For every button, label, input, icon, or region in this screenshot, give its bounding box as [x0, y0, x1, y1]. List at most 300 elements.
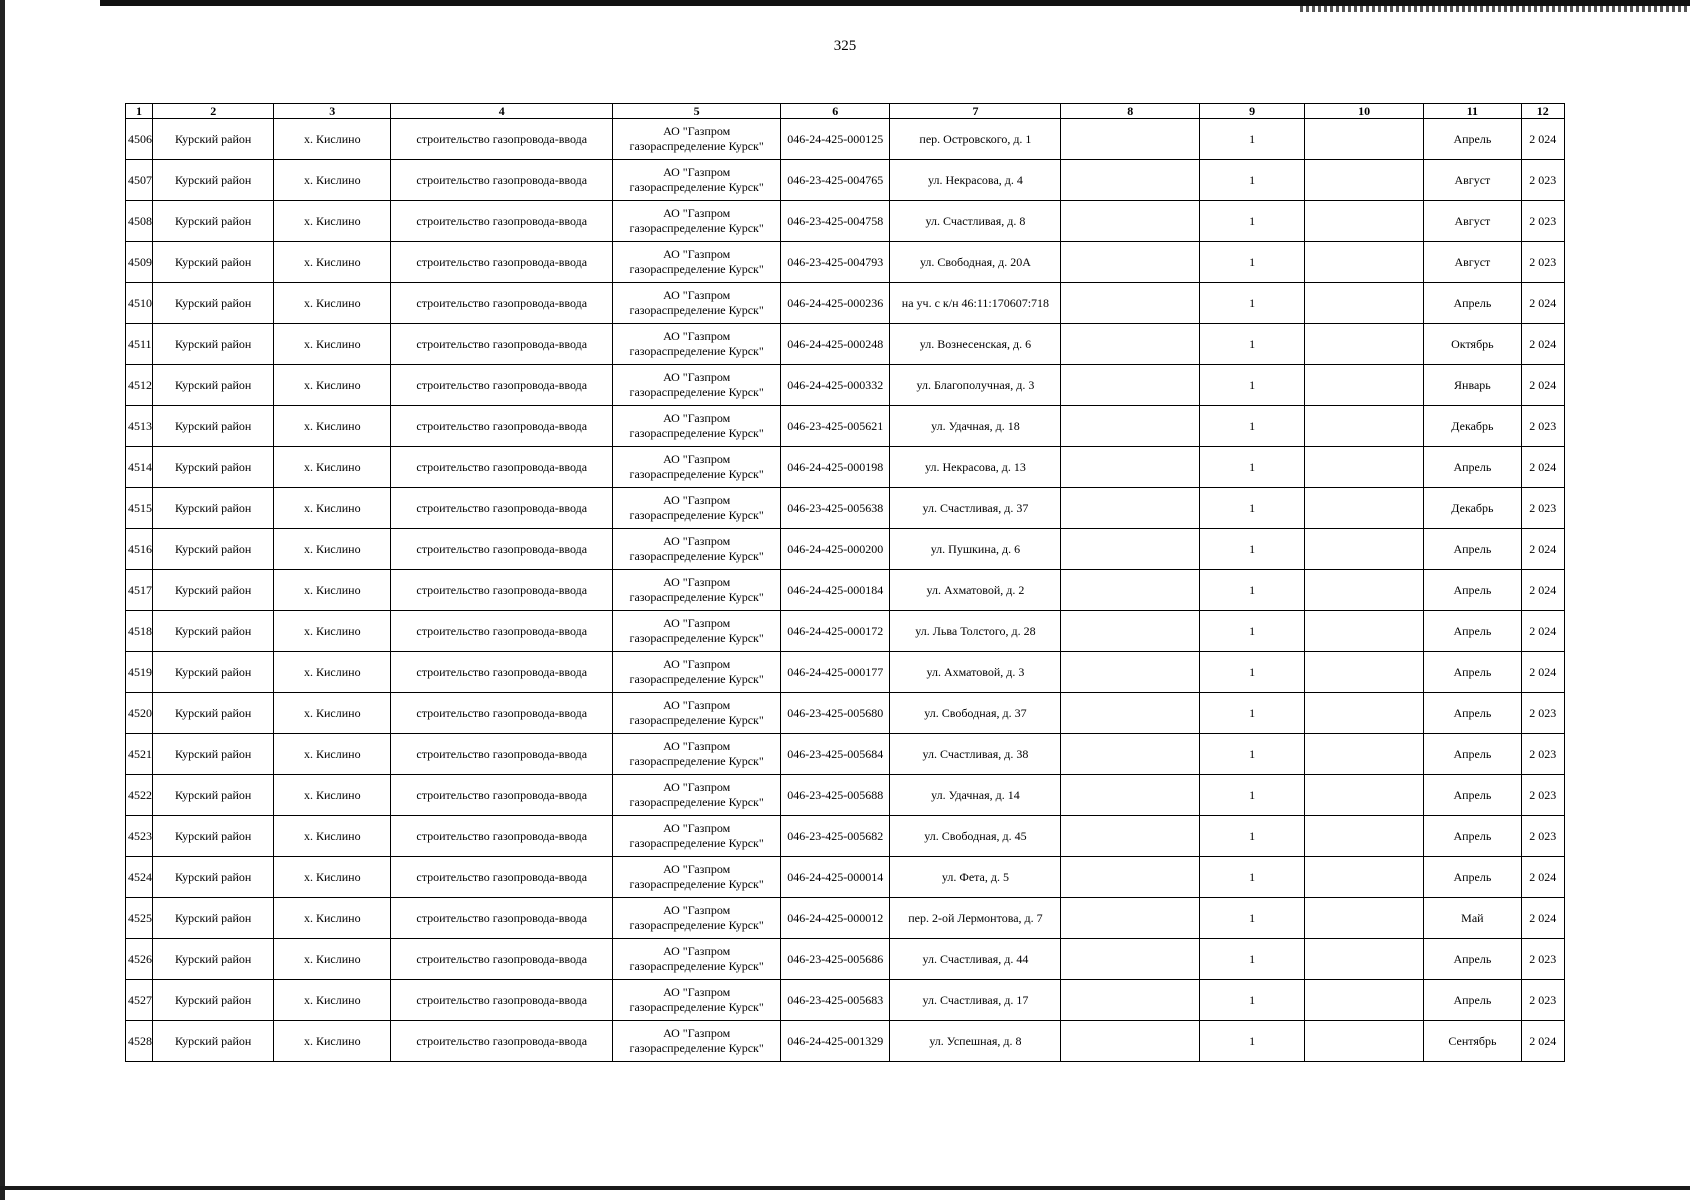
organization-cell: [613, 365, 781, 406]
code-cell: 046-23-425-004758: [781, 201, 890, 242]
address-cell: ул. Счастливая, д. 38: [890, 734, 1061, 775]
month-cell: Сентябрь: [1424, 1021, 1521, 1062]
column-8-cell: [1061, 1021, 1200, 1062]
organization-line-1: АО "Газпром: [663, 165, 731, 179]
organization-line-1: АО "Газпром: [663, 1026, 731, 1040]
organization-cell: [613, 529, 781, 570]
organization-line-2: газораспределение Курск": [629, 672, 764, 686]
month-cell: Апрель: [1424, 570, 1521, 611]
organization-line-1: АО "Газпром: [663, 493, 731, 507]
column-8-cell: [1061, 488, 1200, 529]
organization-cell: [613, 857, 781, 898]
code-cell: 046-24-425-000236: [781, 283, 890, 324]
row-number: 4506: [126, 119, 153, 160]
code-cell: 046-24-425-000014: [781, 857, 890, 898]
organization-line-2: газораспределение Курск": [629, 836, 764, 850]
quantity-cell: 1: [1200, 119, 1305, 160]
year-cell: 2 024: [1521, 119, 1564, 160]
year-cell: 2 023: [1521, 980, 1564, 1021]
column-10-cell: [1305, 119, 1424, 160]
column-8-cell: [1061, 898, 1200, 939]
column-8-cell: [1061, 529, 1200, 570]
column-8-cell: [1061, 734, 1200, 775]
code-cell: 046-23-425-004765: [781, 160, 890, 201]
quantity-cell: 1: [1200, 324, 1305, 365]
column-10-cell: [1305, 406, 1424, 447]
table-row: [126, 242, 1565, 283]
year-cell: 2 024: [1521, 283, 1564, 324]
column-10-cell: [1305, 652, 1424, 693]
code-cell: 046-23-425-005682: [781, 816, 890, 857]
organization-line-2: газораспределение Курск": [629, 262, 764, 276]
month-cell: Апрель: [1424, 283, 1521, 324]
quantity-cell: 1: [1200, 242, 1305, 283]
settlement-cell: х. Кислино: [274, 939, 391, 980]
column-header: 1: [126, 104, 153, 119]
quantity-cell: 1: [1200, 857, 1305, 898]
district-cell: Курский район: [153, 447, 274, 488]
code-cell: 046-24-425-000177: [781, 652, 890, 693]
address-cell: ул. Льва Толстого, д. 28: [890, 611, 1061, 652]
organization-line-2: газораспределение Курск": [629, 180, 764, 194]
work-type-cell: строительство газопровода-ввода: [391, 816, 613, 857]
organization-line-1: АО "Газпром: [663, 370, 731, 384]
table-row: [126, 447, 1565, 488]
district-cell: Курский район: [153, 816, 274, 857]
column-10-cell: [1305, 242, 1424, 283]
table-row: [126, 365, 1565, 406]
row-number: 4524: [126, 857, 153, 898]
quantity-cell: 1: [1200, 283, 1305, 324]
district-cell: Курский район: [153, 611, 274, 652]
column-header: 6: [781, 104, 890, 119]
column-header: 12: [1521, 104, 1564, 119]
quantity-cell: 1: [1200, 816, 1305, 857]
table-row: [126, 160, 1565, 201]
settlement-cell: х. Кислино: [274, 365, 391, 406]
settlement-cell: х. Кислино: [274, 201, 391, 242]
year-cell: 2 023: [1521, 693, 1564, 734]
table-row: [126, 570, 1565, 611]
address-cell: ул. Счастливая, д. 44: [890, 939, 1061, 980]
organization-line-1: АО "Газпром: [663, 288, 731, 302]
row-number: 4520: [126, 693, 153, 734]
organization-line-1: АО "Газпром: [663, 206, 731, 220]
code-cell: 046-23-425-005638: [781, 488, 890, 529]
column-8-cell: [1061, 775, 1200, 816]
settlement-cell: х. Кислино: [274, 857, 391, 898]
column-8-cell: [1061, 939, 1200, 980]
column-8-cell: [1061, 201, 1200, 242]
month-cell: Апрель: [1424, 857, 1521, 898]
settlement-cell: х. Кислино: [274, 324, 391, 365]
organization-cell: [613, 119, 781, 160]
settlement-cell: х. Кислино: [274, 734, 391, 775]
month-cell: Апрель: [1424, 734, 1521, 775]
quantity-cell: 1: [1200, 898, 1305, 939]
organization-line-2: газораспределение Курск": [629, 508, 764, 522]
code-cell: 046-24-425-000248: [781, 324, 890, 365]
settlement-cell: х. Кислино: [274, 447, 391, 488]
column-8-cell: [1061, 980, 1200, 1021]
organization-line-1: АО "Газпром: [663, 452, 731, 466]
work-type-cell: строительство газопровода-ввода: [391, 857, 613, 898]
table-row: [126, 898, 1565, 939]
address-cell: ул. Счастливая, д. 37: [890, 488, 1061, 529]
organization-line-1: АО "Газпром: [663, 862, 731, 876]
address-cell: пер. Островского, д. 1: [890, 119, 1061, 160]
month-cell: Декабрь: [1424, 406, 1521, 447]
organization-cell: [613, 406, 781, 447]
month-cell: Январь: [1424, 365, 1521, 406]
address-cell: ул. Свободная, д. 45: [890, 816, 1061, 857]
column-8-cell: [1061, 365, 1200, 406]
organization-cell: [613, 160, 781, 201]
organization-cell: [613, 201, 781, 242]
address-cell: ул. Некрасова, д. 4: [890, 160, 1061, 201]
table-row: [126, 939, 1565, 980]
organization-line-2: газораспределение Курск": [629, 590, 764, 604]
column-10-cell: [1305, 570, 1424, 611]
organization-cell: [613, 734, 781, 775]
address-cell: ул. Счастливая, д. 8: [890, 201, 1061, 242]
address-cell: ул. Ахматовой, д. 2: [890, 570, 1061, 611]
work-type-cell: строительство газопровода-ввода: [391, 242, 613, 283]
organization-line-1: АО "Газпром: [663, 534, 731, 548]
organization-line-2: газораспределение Курск": [629, 754, 764, 768]
work-type-cell: строительство газопровода-ввода: [391, 939, 613, 980]
year-cell: 2 023: [1521, 488, 1564, 529]
table-row: [126, 529, 1565, 570]
settlement-cell: х. Кислино: [274, 693, 391, 734]
work-type-cell: строительство газопровода-ввода: [391, 570, 613, 611]
column-10-cell: [1305, 857, 1424, 898]
code-cell: 046-23-425-005688: [781, 775, 890, 816]
column-10-cell: [1305, 529, 1424, 570]
code-cell: 046-24-425-000200: [781, 529, 890, 570]
row-number: 4522: [126, 775, 153, 816]
year-cell: 2 024: [1521, 365, 1564, 406]
district-cell: Курский район: [153, 242, 274, 283]
organization-line-1: АО "Газпром: [663, 616, 731, 630]
column-10-cell: [1305, 898, 1424, 939]
month-cell: Апрель: [1424, 529, 1521, 570]
column-10-cell: [1305, 160, 1424, 201]
code-cell: 046-23-425-005686: [781, 939, 890, 980]
column-8-cell: [1061, 119, 1200, 160]
column-10-cell: [1305, 324, 1424, 365]
address-cell: ул. Счастливая, д. 17: [890, 980, 1061, 1021]
column-header: 11: [1424, 104, 1521, 119]
work-type-cell: строительство газопровода-ввода: [391, 119, 613, 160]
settlement-cell: х. Кислино: [274, 283, 391, 324]
district-cell: Курский район: [153, 324, 274, 365]
work-type-cell: строительство газопровода-ввода: [391, 980, 613, 1021]
organization-line-1: АО "Газпром: [663, 411, 731, 425]
organization-cell: [613, 447, 781, 488]
month-cell: Апрель: [1424, 611, 1521, 652]
year-cell: 2 023: [1521, 201, 1564, 242]
organization-line-2: газораспределение Курск": [629, 959, 764, 973]
organization-line-2: газораспределение Курск": [629, 795, 764, 809]
settlement-cell: х. Кислино: [274, 488, 391, 529]
row-number: 4517: [126, 570, 153, 611]
code-cell: 046-24-425-000125: [781, 119, 890, 160]
work-type-cell: строительство газопровода-ввода: [391, 324, 613, 365]
year-cell: 2 023: [1521, 242, 1564, 283]
work-type-cell: строительство газопровода-ввода: [391, 160, 613, 201]
work-type-cell: строительство газопровода-ввода: [391, 1021, 613, 1062]
month-cell: Апрель: [1424, 775, 1521, 816]
row-number: 4526: [126, 939, 153, 980]
work-type-cell: строительство газопровода-ввода: [391, 611, 613, 652]
organization-line-1: АО "Газпром: [663, 329, 731, 343]
organization-line-2: газораспределение Курск": [629, 344, 764, 358]
work-type-cell: строительство газопровода-ввода: [391, 775, 613, 816]
work-type-cell: строительство газопровода-ввода: [391, 898, 613, 939]
register-table: [125, 103, 1565, 1062]
address-cell: пер. 2-ой Лермонтова, д. 7: [890, 898, 1061, 939]
organization-cell: [613, 324, 781, 365]
month-cell: Август: [1424, 160, 1521, 201]
column-10-cell: [1305, 447, 1424, 488]
organization-line-2: газораспределение Курск": [629, 426, 764, 440]
quantity-cell: 1: [1200, 529, 1305, 570]
work-type-cell: строительство газопровода-ввода: [391, 693, 613, 734]
district-cell: Курский район: [153, 570, 274, 611]
settlement-cell: х. Кислино: [274, 529, 391, 570]
row-number: 4512: [126, 365, 153, 406]
organization-line-1: АО "Газпром: [663, 247, 731, 261]
year-cell: 2 023: [1521, 775, 1564, 816]
table-row: [126, 816, 1565, 857]
row-number: 4515: [126, 488, 153, 529]
column-10-cell: [1305, 980, 1424, 1021]
year-cell: 2 024: [1521, 447, 1564, 488]
year-cell: 2 024: [1521, 898, 1564, 939]
district-cell: Курский район: [153, 488, 274, 529]
organization-line-2: газораспределение Курск": [629, 385, 764, 399]
organization-cell: [613, 488, 781, 529]
organization-line-2: газораспределение Курск": [629, 713, 764, 727]
settlement-cell: х. Кислино: [274, 160, 391, 201]
code-cell: 046-23-425-004793: [781, 242, 890, 283]
organization-line-1: АО "Газпром: [663, 739, 731, 753]
work-type-cell: строительство газопровода-ввода: [391, 201, 613, 242]
column-header: 7: [890, 104, 1061, 119]
month-cell: Май: [1424, 898, 1521, 939]
column-10-cell: [1305, 816, 1424, 857]
table-row: [126, 611, 1565, 652]
organization-line-1: АО "Газпром: [663, 985, 731, 999]
organization-cell: [613, 283, 781, 324]
organization-line-2: газораспределение Курск": [629, 1041, 764, 1055]
page-number: 325: [833, 38, 857, 54]
work-type-cell: строительство газопровода-ввода: [391, 488, 613, 529]
column-10-cell: [1305, 611, 1424, 652]
organization-cell: [613, 242, 781, 283]
table-row: [126, 119, 1565, 160]
year-cell: 2 024: [1521, 570, 1564, 611]
year-cell: 2 023: [1521, 816, 1564, 857]
organization-cell: [613, 570, 781, 611]
organization-line-1: АО "Газпром: [663, 575, 731, 589]
quantity-cell: 1: [1200, 939, 1305, 980]
column-header: 9: [1200, 104, 1305, 119]
month-cell: Апрель: [1424, 119, 1521, 160]
year-cell: 2 024: [1521, 529, 1564, 570]
table-row: [126, 857, 1565, 898]
work-type-cell: строительство газопровода-ввода: [391, 406, 613, 447]
column-10-cell: [1305, 283, 1424, 324]
row-number: 4516: [126, 529, 153, 570]
organization-cell: [613, 611, 781, 652]
code-cell: 046-24-425-000332: [781, 365, 890, 406]
code-cell: 046-23-425-005621: [781, 406, 890, 447]
work-type-cell: строительство газопровода-ввода: [391, 529, 613, 570]
month-cell: Апрель: [1424, 693, 1521, 734]
settlement-cell: х. Кислино: [274, 242, 391, 283]
work-type-cell: строительство газопровода-ввода: [391, 447, 613, 488]
settlement-cell: х. Кислино: [274, 611, 391, 652]
settlement-cell: х. Кислино: [274, 980, 391, 1021]
column-8-cell: [1061, 652, 1200, 693]
district-cell: Курский район: [153, 980, 274, 1021]
column-8-cell: [1061, 693, 1200, 734]
month-cell: Август: [1424, 242, 1521, 283]
table-row: [126, 283, 1565, 324]
organization-cell: [613, 775, 781, 816]
organization-line-1: АО "Газпром: [663, 698, 731, 712]
year-cell: 2 023: [1521, 939, 1564, 980]
row-number: 4513: [126, 406, 153, 447]
organization-line-2: газораспределение Курск": [629, 631, 764, 645]
organization-cell: [613, 980, 781, 1021]
address-cell: ул. Свободная, д. 20А: [890, 242, 1061, 283]
month-cell: Апрель: [1424, 652, 1521, 693]
address-cell: ул. Фета, д. 5: [890, 857, 1061, 898]
column-8-cell: [1061, 816, 1200, 857]
settlement-cell: х. Кислино: [274, 775, 391, 816]
table-row: [126, 734, 1565, 775]
code-cell: 046-23-425-005683: [781, 980, 890, 1021]
organization-line-2: газораспределение Курск": [629, 221, 764, 235]
month-cell: Апрель: [1424, 980, 1521, 1021]
table-row: [126, 775, 1565, 816]
scan-edge-left: [0, 0, 5, 1200]
column-10-cell: [1305, 1021, 1424, 1062]
table-row: [126, 324, 1565, 365]
table-row: [126, 652, 1565, 693]
column-10-cell: [1305, 201, 1424, 242]
row-number: 4511: [126, 324, 153, 365]
organization-line-1: АО "Газпром: [663, 944, 731, 958]
address-cell: ул. Пушкина, д. 6: [890, 529, 1061, 570]
table-row: [126, 1021, 1565, 1062]
month-cell: Октябрь: [1424, 324, 1521, 365]
address-cell: на уч. с к/н 46:11:170607:718: [890, 283, 1061, 324]
district-cell: Курский район: [153, 775, 274, 816]
settlement-cell: х. Кислино: [274, 816, 391, 857]
district-cell: Курский район: [153, 119, 274, 160]
quantity-cell: 1: [1200, 201, 1305, 242]
organization-line-2: газораспределение Курск": [629, 549, 764, 563]
column-8-cell: [1061, 406, 1200, 447]
organization-cell: [613, 1021, 781, 1062]
code-cell: 046-24-425-000012: [781, 898, 890, 939]
quantity-cell: 1: [1200, 488, 1305, 529]
table-body: [126, 119, 1565, 1062]
column-header: 8: [1061, 104, 1200, 119]
quantity-cell: 1: [1200, 734, 1305, 775]
quantity-cell: 1: [1200, 775, 1305, 816]
address-cell: ул. Удачная, д. 14: [890, 775, 1061, 816]
year-cell: 2 024: [1521, 611, 1564, 652]
address-cell: ул. Вознесенская, д. 6: [890, 324, 1061, 365]
organization-line-2: газораспределение Курск": [629, 877, 764, 891]
district-cell: Курский район: [153, 857, 274, 898]
quantity-cell: 1: [1200, 406, 1305, 447]
column-10-cell: [1305, 775, 1424, 816]
row-number: 4507: [126, 160, 153, 201]
scan-edge-bottom: [0, 1186, 1690, 1190]
column-10-cell: [1305, 365, 1424, 406]
column-header: 2: [153, 104, 274, 119]
address-cell: ул. Удачная, д. 18: [890, 406, 1061, 447]
row-number: 4521: [126, 734, 153, 775]
organization-cell: [613, 939, 781, 980]
row-number: 4525: [126, 898, 153, 939]
row-number: 4528: [126, 1021, 153, 1062]
organization-line-2: газораспределение Курск": [629, 467, 764, 481]
organization-line-1: АО "Газпром: [663, 657, 731, 671]
month-cell: Апрель: [1424, 816, 1521, 857]
organization-line-1: АО "Газпром: [663, 903, 731, 917]
row-number: 4519: [126, 652, 153, 693]
organization-line-1: АО "Газпром: [663, 821, 731, 835]
organization-line-1: АО "Газпром: [663, 780, 731, 794]
district-cell: Курский район: [153, 734, 274, 775]
code-cell: 046-24-425-000198: [781, 447, 890, 488]
column-header: 5: [613, 104, 781, 119]
organization-line-2: газораспределение Курск": [629, 1000, 764, 1014]
address-cell: ул. Некрасова, д. 13: [890, 447, 1061, 488]
month-cell: Апрель: [1424, 939, 1521, 980]
code-cell: 046-24-425-000184: [781, 570, 890, 611]
scan-edge-top-fade: [1300, 6, 1690, 12]
column-8-cell: [1061, 447, 1200, 488]
district-cell: Курский район: [153, 652, 274, 693]
month-cell: Декабрь: [1424, 488, 1521, 529]
year-cell: 2 024: [1521, 857, 1564, 898]
district-cell: Курский район: [153, 898, 274, 939]
header-row: [126, 104, 1565, 119]
row-number: 4509: [126, 242, 153, 283]
settlement-cell: х. Кислино: [274, 652, 391, 693]
column-10-cell: [1305, 488, 1424, 529]
organization-cell: [613, 652, 781, 693]
column-10-cell: [1305, 734, 1424, 775]
column-8-cell: [1061, 242, 1200, 283]
column-header: 4: [391, 104, 613, 119]
row-number: 4527: [126, 980, 153, 1021]
row-number: 4514: [126, 447, 153, 488]
year-cell: 2 023: [1521, 734, 1564, 775]
work-type-cell: строительство газопровода-ввода: [391, 734, 613, 775]
code-cell: 046-23-425-005684: [781, 734, 890, 775]
settlement-cell: х. Кислино: [274, 898, 391, 939]
address-cell: ул. Благополучная, д. 3: [890, 365, 1061, 406]
